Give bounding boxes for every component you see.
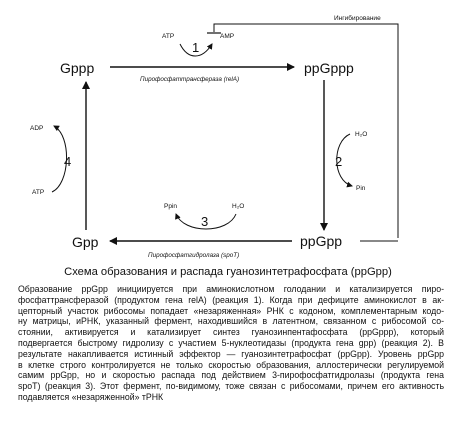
reaction-3-enzyme: Пирофосфатгидролаза (spoT): [148, 252, 240, 259]
inhibition-label: Ингибирование: [334, 15, 381, 22]
caption-line: стоянии, активируется и катализирует синтез гуанозинпентафосфата (ppGppp), который: [18, 327, 444, 338]
caption-line: Образование ppGpp инициируется при аминокислотном голодании и катализируется пиро-: [18, 284, 444, 294]
reaction-2-number: 2: [335, 154, 343, 169]
reaction-3-input: H₂O: [232, 203, 245, 210]
reaction-3-number: 3: [201, 214, 209, 229]
reaction-1-number: 1: [192, 40, 200, 55]
reaction-3-output: Ppin: [164, 203, 178, 210]
caption-line: фосфаттрансферазой (продуктом гена relA) (реакция 1). Когда при дефиците аминокислот в ак-: [18, 294, 444, 305]
reaction-4-output: ADP: [30, 125, 44, 132]
caption-line: ну матрицы, иРНК, указанный фермент, находившийся в латентном, связанном с рибосомой со-: [18, 316, 444, 327]
caption-line: в клетке строго контролируется не только скоростью образования, аллостерически регулируемой: [18, 359, 444, 370]
reaction-2-output: Pin: [356, 185, 366, 192]
reaction-1-enzyme: Пирофосфаттрансфераза (relA): [140, 76, 240, 83]
reaction-2-input: H₂O: [355, 131, 368, 138]
caption-line: цепторный участок рибосомы попадает «незаряженная» РНК с кодоном, комплементарным кодо-: [18, 305, 444, 316]
reaction-4-input: ATP: [32, 189, 45, 196]
reaction-1-output: AMP: [220, 33, 235, 40]
caption-title: Схема образования и распада гуанозинтетрафосфата (ppGpp): [64, 266, 392, 278]
reaction-4-number: 4: [64, 154, 72, 169]
reaction-1-input: ATP: [162, 33, 175, 40]
caption-body: [18, 284, 444, 403]
caption-line: подвергается быстрому гидролизу с участием 5-нуклеотидазы (продукта гена gpp) (реакция 2). В: [18, 337, 444, 348]
node-gppp: Gppp: [60, 60, 95, 76]
node-gpp: Gpp: [72, 234, 99, 250]
caption-line: результате накапливается истинный эффектор — гуанозинтетрафосфат (ppGpp). Уровень ppGpp: [18, 348, 444, 359]
caption-line: подавляется «незаряженной» тРНК: [18, 391, 164, 402]
node-ppgpp: ppGpp: [300, 233, 343, 249]
caption-line: spoT) (реакция 3). Этот фермент, по-видимому, тоже связан с рибосомами, причем его активность: [18, 381, 444, 392]
caption-line: самим ppGpp, но и скоростью распада под действием 3-пирофосфатгидролазы (продукта гена: [18, 370, 444, 381]
node-ppgppp: ppGppp: [304, 60, 354, 76]
